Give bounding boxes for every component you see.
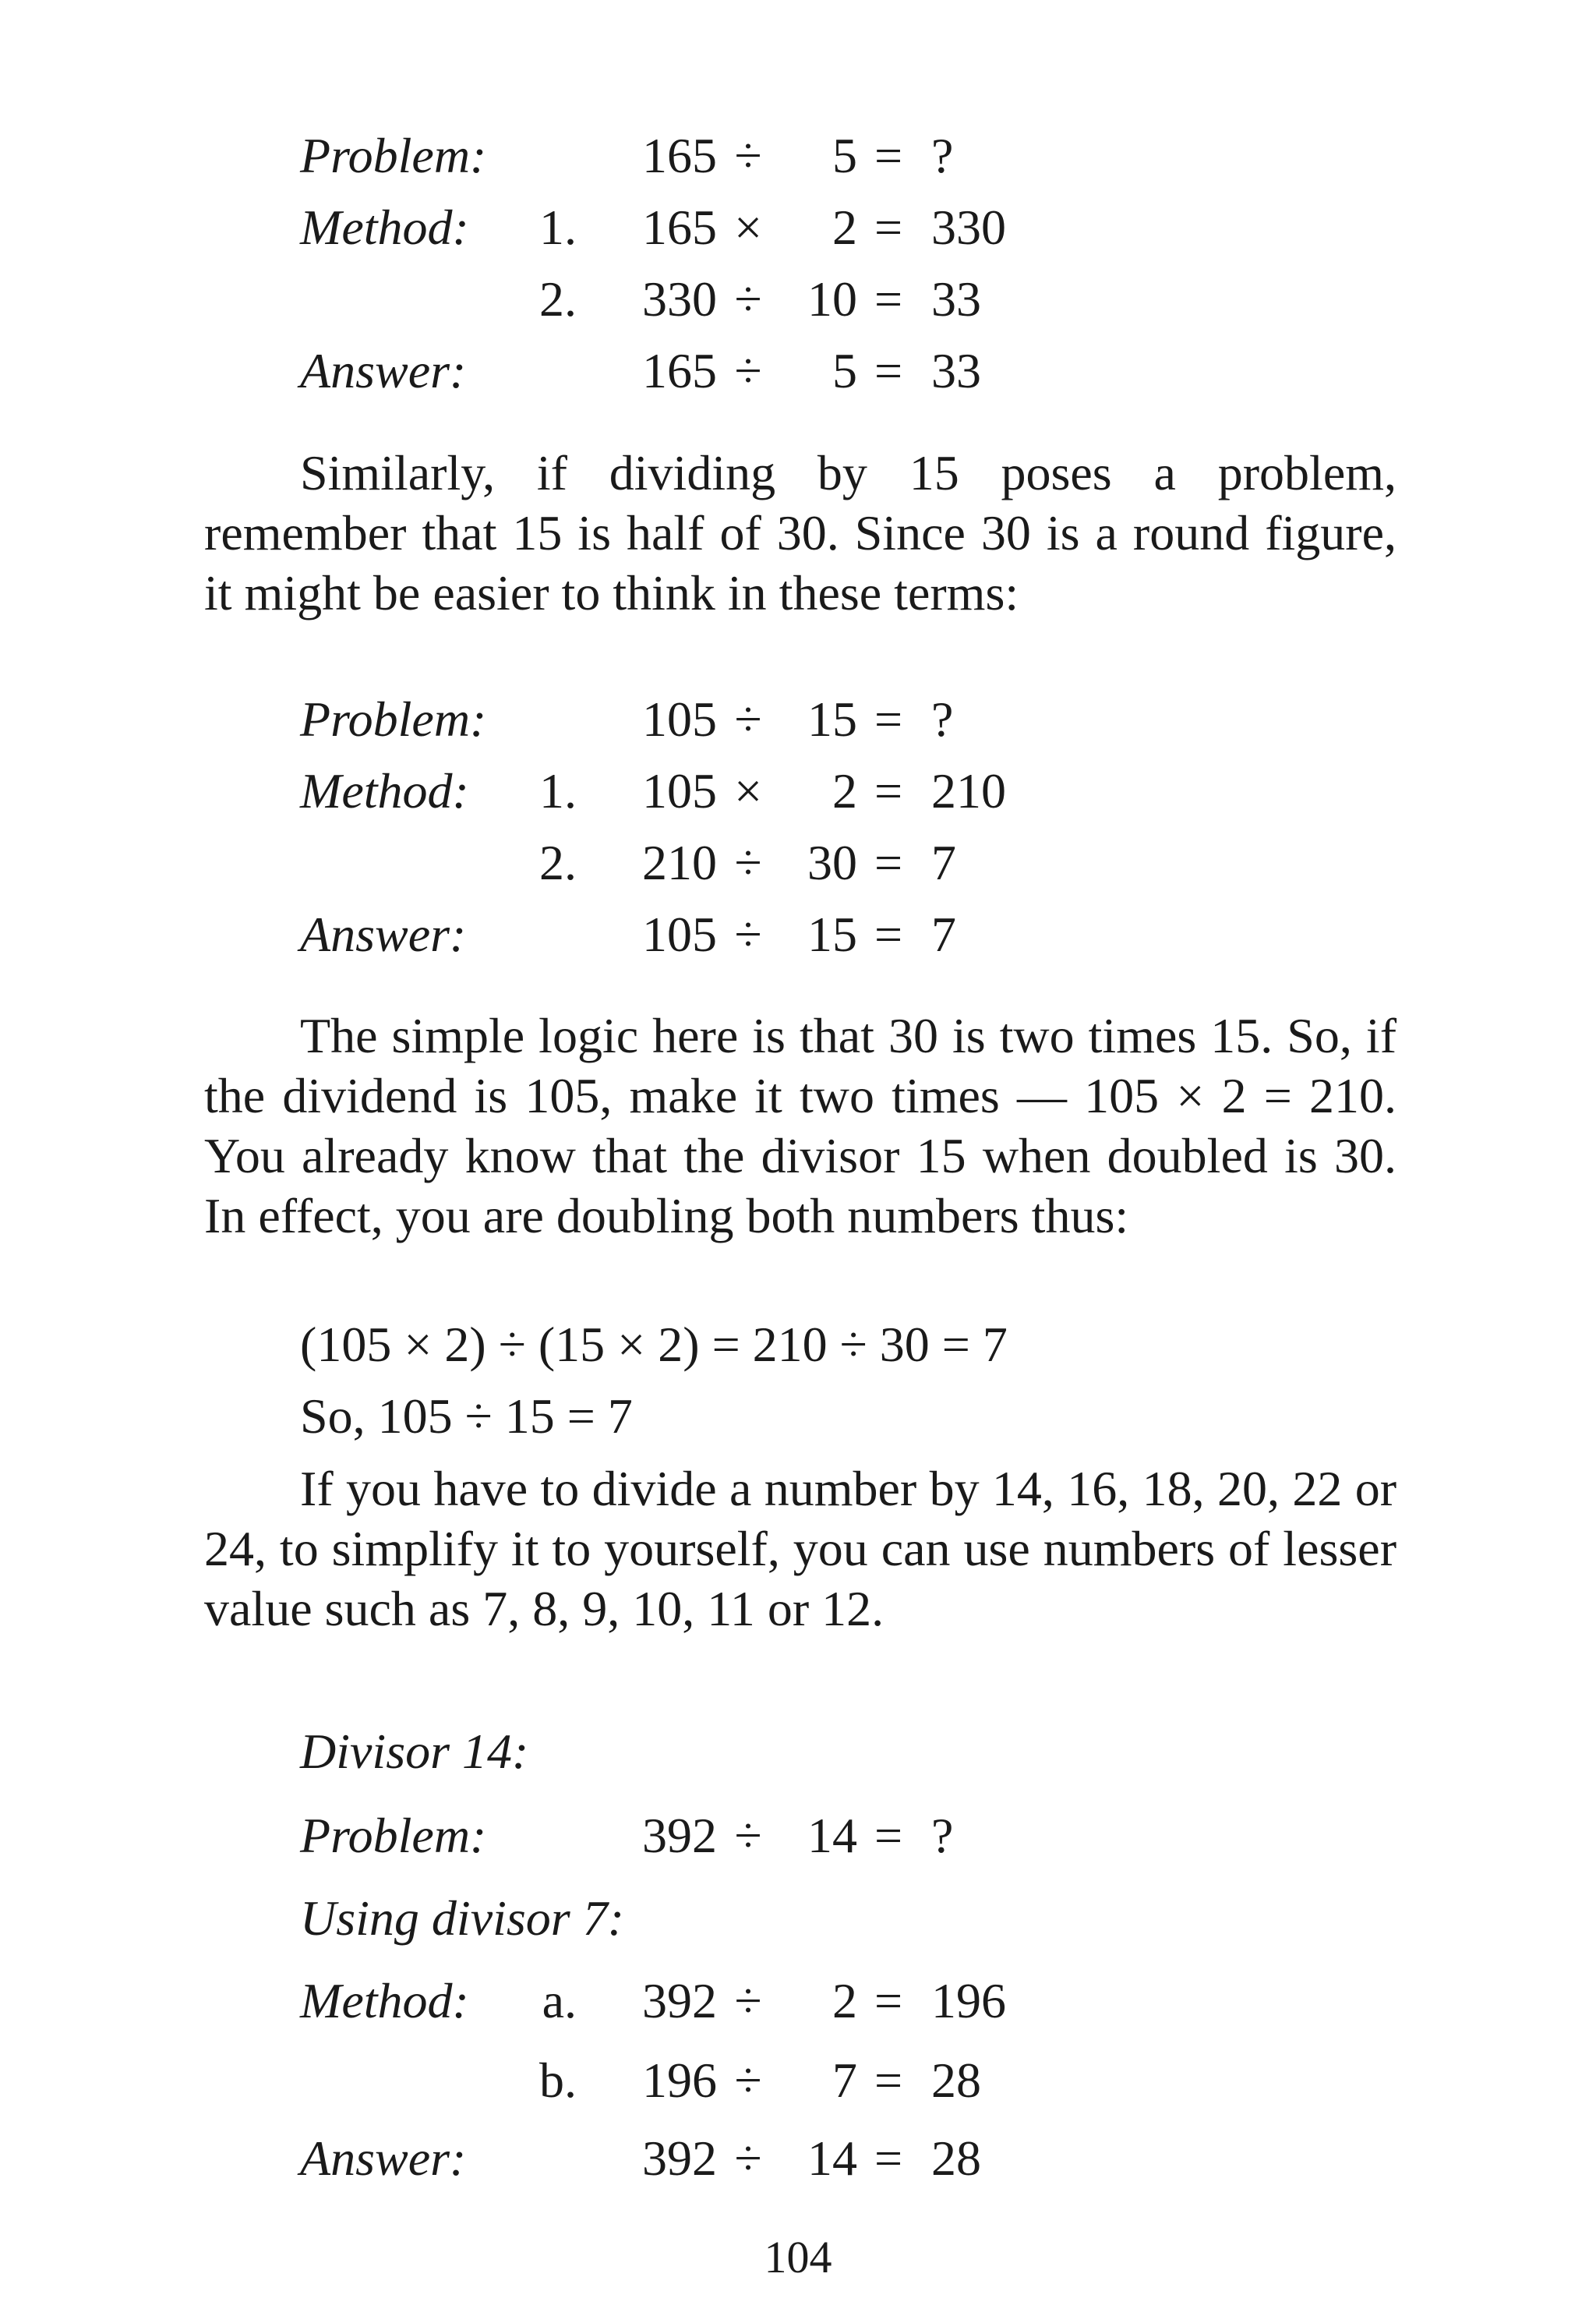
equals: = — [874, 2053, 903, 2108]
result: 210 — [931, 763, 1006, 819]
result: 7 — [931, 907, 956, 962]
result: 28 — [931, 2130, 981, 2186]
operator: ÷ — [734, 1973, 762, 2028]
method-label: Method: — [300, 1973, 469, 2028]
operand-a: 105 — [642, 907, 717, 962]
equals: = — [874, 835, 903, 890]
operand-b: 5 — [832, 343, 857, 398]
operand-b: 15 — [807, 907, 857, 962]
equals: = — [874, 691, 903, 747]
operand-a: 392 — [642, 1973, 717, 2028]
paragraph-3: If you have to divide a number by 14, 16, 18, 20, 22 or 24, to simplify it to yourself, you can use numbers of lesser value such as 7, 8, 9, 10, 11 or 12. — [204, 1461, 1396, 1636]
operand-b: 15 — [807, 691, 857, 747]
answer-label: Answer: — [300, 343, 467, 398]
operator: ÷ — [734, 2130, 762, 2186]
equals: = — [874, 763, 903, 819]
result: 196 — [931, 1973, 1006, 2028]
operand-a: 105 — [642, 763, 717, 819]
operator: ÷ — [734, 271, 762, 327]
equals: = — [874, 2130, 903, 2186]
using-divisor-label: Using divisor 7: — [300, 1890, 624, 1946]
result: ? — [931, 691, 954, 747]
result: ? — [931, 128, 954, 183]
operand-a: 165 — [642, 128, 717, 183]
result: 33 — [931, 271, 981, 327]
divisor-heading: Divisor 14: — [300, 1724, 529, 1779]
equals: = — [874, 343, 903, 398]
operator: ÷ — [734, 907, 762, 962]
result: 33 — [931, 343, 981, 398]
method-label: Method: — [300, 200, 469, 255]
result: ? — [931, 1808, 954, 1863]
operand-b: 14 — [807, 2130, 857, 2186]
result: 7 — [931, 835, 956, 890]
operand-b: 2 — [832, 763, 857, 819]
operand-b: 14 — [807, 1808, 857, 1863]
operator: ÷ — [734, 835, 762, 890]
equation-conclusion: So, 105 ÷ 15 = 7 — [300, 1388, 633, 1444]
operand-b: 5 — [832, 128, 857, 183]
operator: ÷ — [734, 1808, 762, 1863]
problem-label: Problem: — [300, 128, 487, 183]
step-number: 2. — [539, 271, 577, 327]
operand-a: 210 — [642, 835, 717, 890]
operand-b: 10 — [807, 271, 857, 327]
result: 28 — [931, 2053, 981, 2108]
equals: = — [874, 1808, 903, 1863]
operand-a: 392 — [642, 2130, 717, 2186]
equation-doubling: (105 × 2) ÷ (15 × 2) = 210 ÷ 30 = 7 — [300, 1317, 1008, 1372]
step-letter: a. — [542, 1973, 577, 2028]
equals: = — [874, 128, 903, 183]
operand-a: 165 — [642, 200, 717, 255]
step-number: 1. — [539, 200, 577, 255]
problem-label: Problem: — [300, 691, 487, 747]
method-label: Method: — [300, 763, 469, 819]
paragraph-2: The simple logic here is that 30 is two times 15. So, if the dividend is 105, make it two times — 105 × 2 = 210. You already know that the divisor 15 when doubled is 30. In effect, you are doubling both numbers thus: — [204, 1008, 1396, 1243]
operator: × — [733, 200, 763, 255]
equals: = — [874, 271, 903, 327]
step-letter: b. — [539, 2053, 577, 2108]
answer-label: Answer: — [300, 907, 467, 962]
operand-a: 165 — [642, 343, 717, 398]
operator: ÷ — [734, 691, 762, 747]
equals: = — [874, 907, 903, 962]
operand-b: 7 — [832, 2053, 857, 2108]
paragraph-1: Similarly, if dividing by 15 poses a problem, remember that 15 is half of 30. Since 30 is a round figure, it might be easier to think in these terms: — [204, 445, 1396, 621]
operand-a: 330 — [642, 271, 717, 327]
equals: = — [874, 1973, 903, 2028]
operand-a: 392 — [642, 1808, 717, 1863]
operand-b: 30 — [807, 835, 857, 890]
problem-label: Problem: — [300, 1808, 487, 1863]
operator: ÷ — [734, 128, 762, 183]
step-number: 2. — [539, 835, 577, 890]
operand-a: 105 — [642, 691, 717, 747]
operator: × — [733, 763, 763, 819]
equals: = — [874, 200, 903, 255]
operand-b: 2 — [832, 1973, 857, 2028]
page-number: 104 — [764, 2232, 832, 2282]
operator: ÷ — [734, 343, 762, 398]
operator: ÷ — [734, 2053, 762, 2108]
result: 330 — [931, 200, 1006, 255]
step-number: 1. — [539, 763, 577, 819]
operand-a: 196 — [642, 2053, 717, 2108]
operand-b: 2 — [832, 200, 857, 255]
answer-label: Answer: — [300, 2130, 467, 2186]
